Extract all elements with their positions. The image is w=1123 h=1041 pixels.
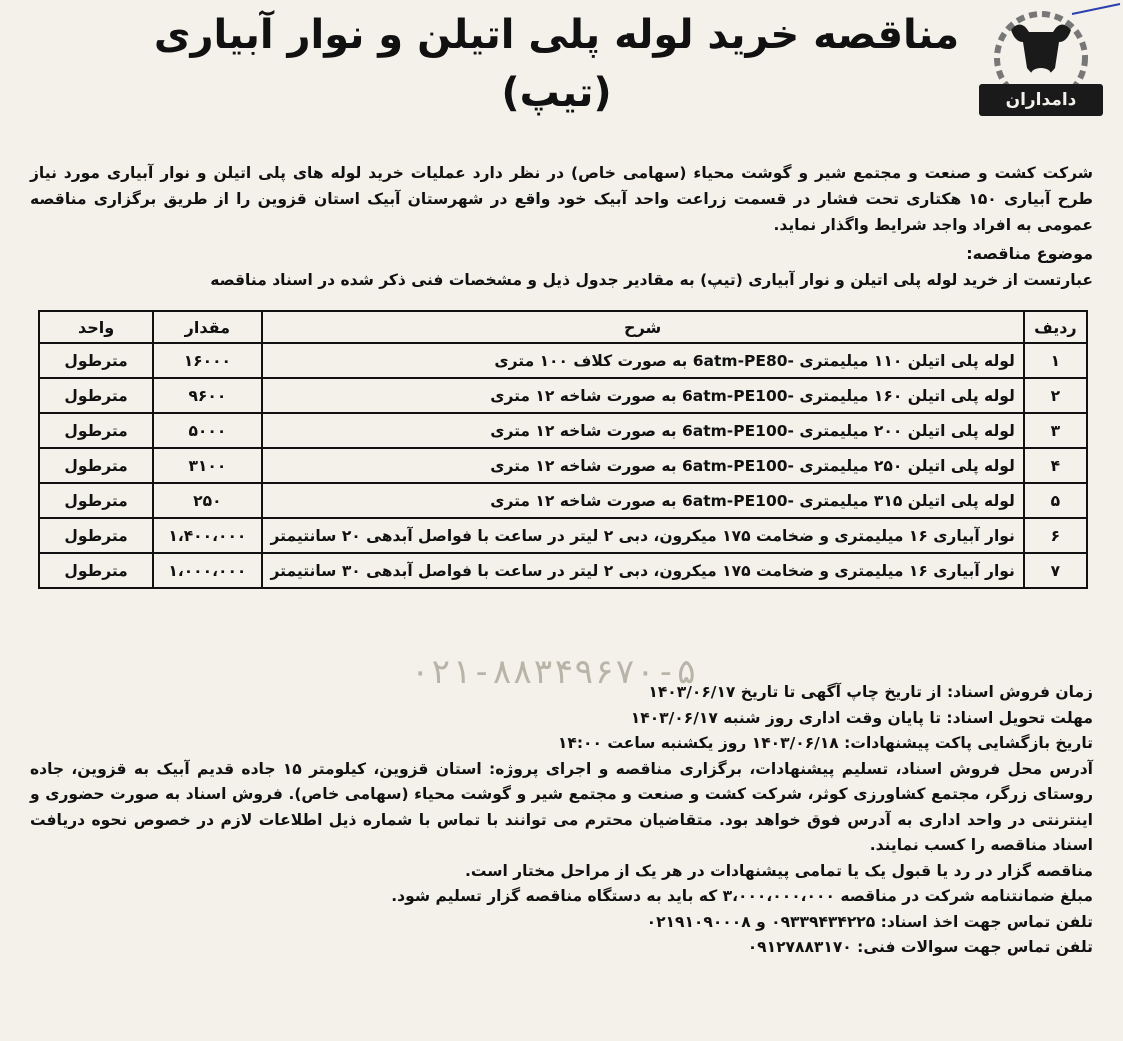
row-quantity: ۱،۴۰۰،۰۰۰ [153,518,261,553]
deadline-label: مهلت تحویل اسناد: [946,708,1093,727]
intro-text: در نظر دارد عملیات خرید لوله های پلی اتیلن و نوار آبیاری مورد نیاز طرح آبیاری ۱۵۰ هکتاری تحت فشار در قسمت زراعت واحد آبیک خود واقع در شهرستان آبیک استان قزوین را از طریق برگزاری مناقصه عمومی به افراد واجد شرایط واگذار نماید. [30,164,1093,234]
header-quantity: مقدار [153,311,261,343]
address [30,757,1093,859]
row-number: ۳ [1024,413,1087,448]
address-label: آدرس محل فروش اسناد، تسلیم پیشنهادات، برگزاری مناقصه و اجرای پروژه: [489,759,1093,778]
deadline-value: تا پایان وقت اداری روز شنبه ۱۴۰۳/۰۶/۱۷ [630,708,947,727]
header-unit: واحد [39,311,153,343]
table-row [39,343,1087,378]
opening-label: تاریخ بازگشایی پاکت پیشنهادات: [844,734,1093,752]
row-number: ۱ [1024,343,1087,378]
row-quantity: ۵۰۰۰ [153,413,261,448]
row-description: نوار آبیاری ۱۶ میلیمتری و ضخامت ۱۷۵ میکرون، دبی ۲ لیتر در ساعت با فواصل آبدهی ۲۰ سانتیمتر [262,518,1024,553]
tender-details [30,680,1093,961]
company-name: شرکت کشت و صنعت و مجتمع شیر و گوشت محیاء (سهامی خاص) [570,164,1093,182]
table-row [39,448,1087,483]
row-unit: مترطول [39,413,153,448]
row-quantity: ۱،۰۰۰،۰۰۰ [153,553,261,588]
row-number: ۵ [1024,483,1087,518]
row-description: لوله پلی اتیلن ۲۰۰ میلیمتری -6atm-PE100 به صورت شاخه ۱۲ متری [262,413,1024,448]
title-line-2: (تیپ) [501,70,612,116]
sale-value: از تاریخ چاپ آگهی تا تاریخ ۱۴۰۳/۰۶/۱۷ [648,683,947,701]
address-value: استان قزوین، کیلومتر ۱۵ جاده قدیم آبیک به قزوین، جاده روستای زرگر، مجتمع کشاورزی کوثر، شرکت کشت و صنعت و مجتمع شیر و گوشت محیاء (سهامی خاص). فروش اسناد به صورت حضوری و اینترنتی در واحد اداری به آدرس فوق خواهد بود. متقاضیان محترم می توانند با تماس با شماره ذیل اطلاعات لازم در خصوص نحوه دریافت اسناد مناقصه را کسب نمایند. [30,759,1093,854]
subject-text: عبارتست از خرید لوله پلی اتیلن و نوار آبیاری (تیپ) به مقادیر جدول ذیل و مشخصات فنی ذکر شده در اسناد مناقصه [210,271,1093,289]
table-row [39,413,1087,448]
table-row [39,553,1087,588]
opening-date [30,731,1093,757]
row-number: ۴ [1024,448,1087,483]
row-unit: مترطول [39,553,153,588]
subject-title: موضوع مناقصه: [966,244,1093,263]
row-unit: مترطول [39,378,153,413]
row-quantity: ۱۶۰۰۰ [153,343,261,378]
phone-docs-label: تلفن تماس جهت اخذ اسناد: [880,912,1093,931]
title-line-1: مناقصه خرید لوله پلی اتیلن و نوار آبیاری [153,12,960,58]
header-description: شرح [262,311,1024,343]
row-number: ۷ [1024,553,1087,588]
row-number: ۲ [1024,378,1087,413]
row-description: لوله پلی اتیلن ۱۱۰ میلیمتری -6atm-PE80 به صورت کلاف ۱۰۰ متری [262,343,1024,378]
table-row [39,378,1087,413]
phone-tech-value: ۰۹۱۲۷۸۸۳۱۷۰ [747,938,858,956]
phone-documents [30,910,1093,936]
guarantee-amount: مبلغ ضمانتنامه شرکت در مناقصه ۳،۰۰۰،۰۰۰،۰۰۰ که باید به دستگاه مناقصه گزار تسلیم شود. [391,887,1093,905]
row-description: لوله پلی اتیلن ۲۵۰ میلیمتری -6atm-PE100 به صورت شاخه ۱۲ متری [262,448,1024,483]
row-unit: مترطول [39,518,153,553]
phone-stamp: ۰۲۱-۸۸۳۴۹۶۷۰-۵ [410,652,697,692]
header-row-number: ردیف [1024,311,1087,343]
table-row [39,483,1087,518]
row-number: ۶ [1024,518,1087,553]
phone-technical [30,935,1093,961]
row-description: لوله پلی اتیلن ۱۶۰ میلیمتری -6atm-PE100 به صورت شاخه ۱۲ متری [262,378,1024,413]
phone-docs-value: ۰۹۳۳۹۴۳۴۲۲۵ و ۰۲۱۹۱۰۹۰۰۰۸ [646,912,881,931]
items-table [38,310,1088,589]
row-unit: مترطول [39,448,153,483]
row-quantity: ۹۶۰۰ [153,378,261,413]
row-unit: مترطول [39,483,153,518]
phone-tech-label: تلفن تماس جهت سوالات فنی: [857,938,1093,956]
sale-label: زمان فروش اسناد: [946,683,1093,701]
page-title [150,6,963,122]
row-unit: مترطول [39,343,153,378]
table-header-row [39,311,1087,343]
row-description: لوله پلی اتیلن ۳۱۵ میلیمتری -6atm-PE100 به صورت شاخه ۱۲ متری [262,483,1024,518]
logo-text: دامداران [979,84,1103,116]
row-quantity: ۲۵۰ [153,483,261,518]
sale-period [30,680,1093,706]
table-row [39,518,1087,553]
intro-paragraph [30,160,1093,238]
delivery-deadline [30,706,1093,732]
rights-clause: مناقصه گزار در رد یا قبول یک یا تمامی پیشنهادات در هر یک از مراحل مختار است. [464,861,1093,880]
row-description: نوار آبیاری ۱۶ میلیمتری و ضخامت ۱۷۵ میکرون، دبی ۲ لیتر در ساعت با فواصل آبدهی ۳۰ سانتیمتر [262,553,1024,588]
opening-value: ۱۴۰۳/۰۶/۱۸ روز یکشنبه ساعت ۱۴:۰۰ [557,734,845,752]
row-quantity: ۳۱۰۰ [153,448,261,483]
